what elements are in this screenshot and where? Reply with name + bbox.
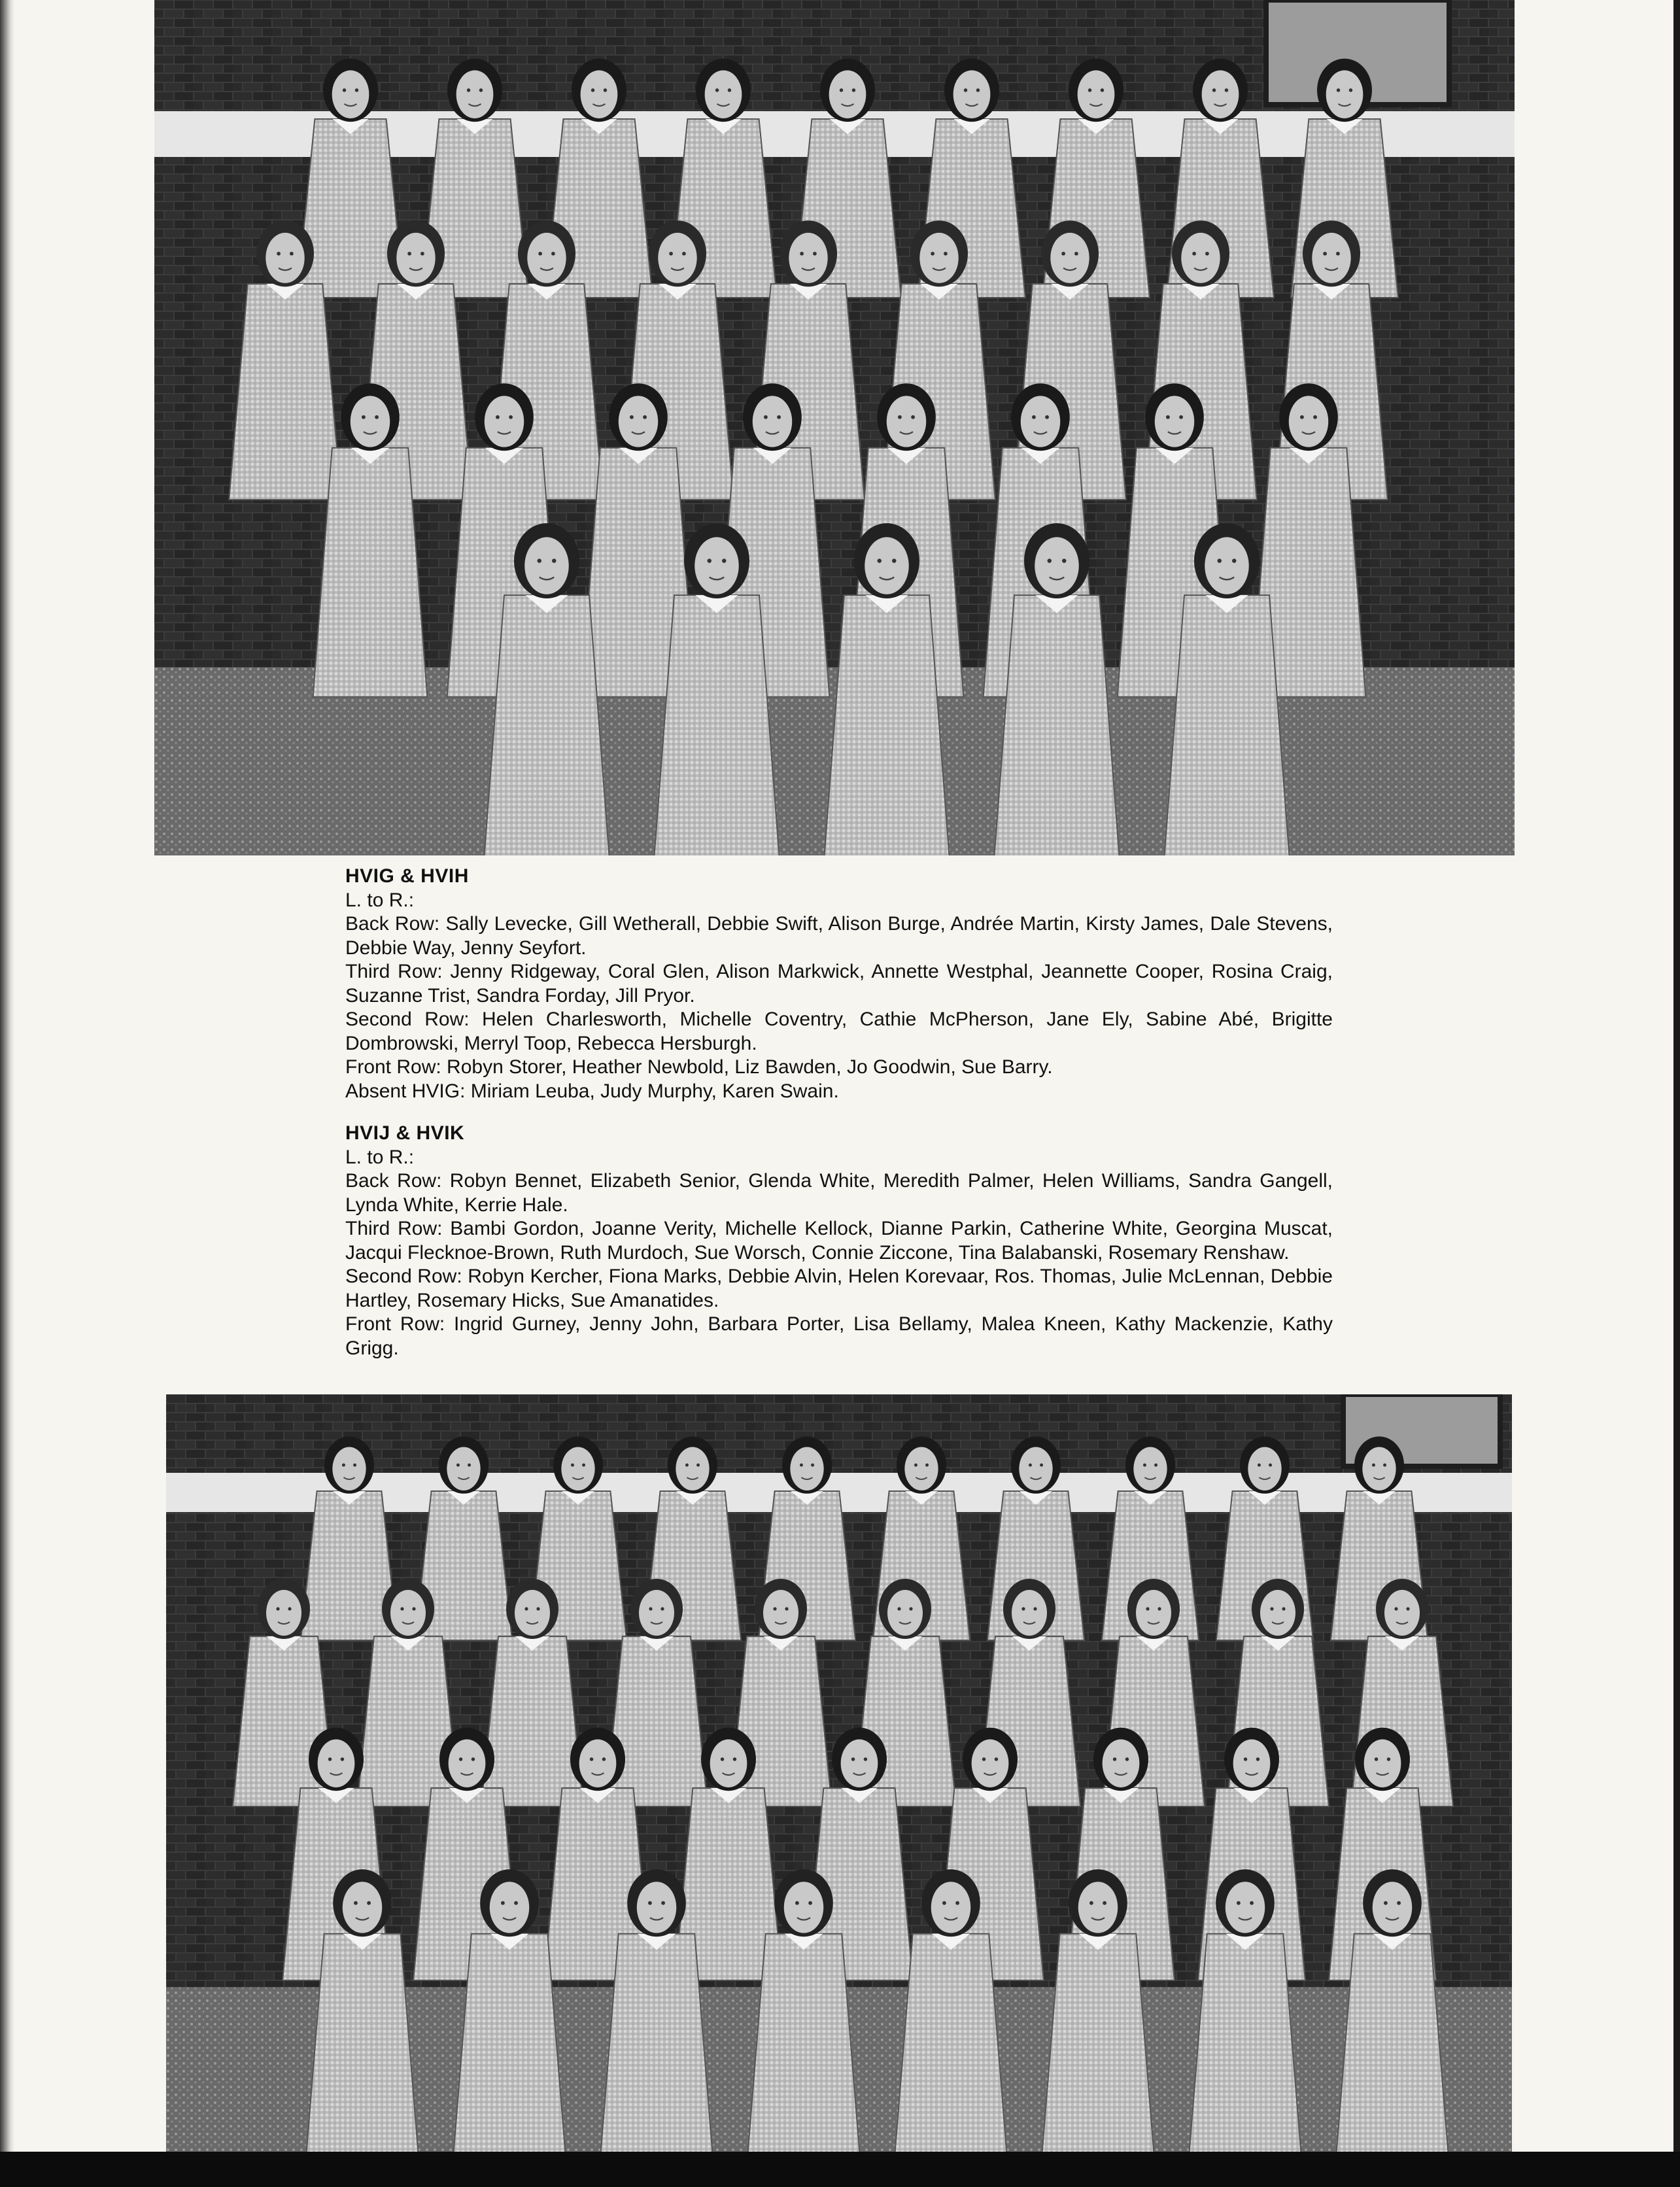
caption-heading: HVIG & HVIH xyxy=(345,865,469,887)
caption-order: L. to R.: xyxy=(345,1146,415,1168)
caption-row-second: Second Row: Robyn Kercher, Fiona Marks, Debbie Alvin, Helen Korevaar, Ros. Thomas, Julie McLennan, Debbie Hartley, Rosemary Hicks, Sue Amanatides. xyxy=(345,1266,1333,1311)
caption-row-absent: Absent HVIG: Miriam Leuba, Judy Murphy, Karen Swain. xyxy=(345,1080,839,1102)
caption-row-third: Third Row: Jenny Ridgeway, Coral Glen, Alison Markwick, Annette Westphal, Jeannette Cooper, Rosina Craig, Suzanne Trist, Sandra Forday, Jill Pryor. xyxy=(345,961,1333,1007)
caption-heading: HVIJ & HVIK xyxy=(345,1122,465,1144)
caption-row-front: Front Row: Ingrid Gurney, Jenny John, Barbara Porter, Lisa Bellamy, Malea Kneen, Kathy Mackenzie, Kathy Grigg. xyxy=(345,1313,1333,1359)
caption-hvij-hvik xyxy=(345,1122,1333,1360)
caption-row-back: Back Row: Sally Levecke, Gill Wetherall, Debbie Swift, Alison Burge, Andrée Martin, Kirsty James, Dale Stevens, Debbie Way, Jenny Seyfort. xyxy=(345,913,1333,959)
caption-hvig-hvih xyxy=(345,865,1333,1103)
caption-row-second: Second Row: Helen Charlesworth, Michelle Coventry, Cathie McPherson, Jane Ely, Sabine Abé, Brigitte Dombrowski, Merryl Toop, Rebecca Hersburgh. xyxy=(345,1008,1333,1054)
page-edge xyxy=(1673,0,1680,2187)
caption-row-third: Third Row: Bambi Gordon, Joanne Verity, Michelle Kellock, Dianne Parkin, Catherine White, Georgina Muscat, Jacqui Flecknoe-Brown, Ruth Murdoch, Sue Worsch, Connie Ziccone, Tina Balabanski, Rosemary Renshaw. xyxy=(345,1218,1333,1264)
group-photo-bottom xyxy=(166,1394,1512,2154)
scan-border-bottom xyxy=(0,2152,1680,2187)
group-photo-bottom-image xyxy=(166,1394,1512,2154)
group-photo-top-image xyxy=(154,0,1515,855)
page-gutter-shadow xyxy=(0,0,14,2152)
caption-order: L. to R.: xyxy=(345,889,415,911)
caption-row-front: Front Row: Robyn Storer, Heather Newbold, Liz Bawden, Jo Goodwin, Sue Barry. xyxy=(345,1056,1053,1078)
caption-row-back: Back Row: Robyn Bennet, Elizabeth Senior, Glenda White, Meredith Palmer, Helen Williams, Sandra Gangell, Lynda White, Kerrie Hale. xyxy=(345,1170,1333,1216)
group-photo-top xyxy=(154,0,1515,855)
